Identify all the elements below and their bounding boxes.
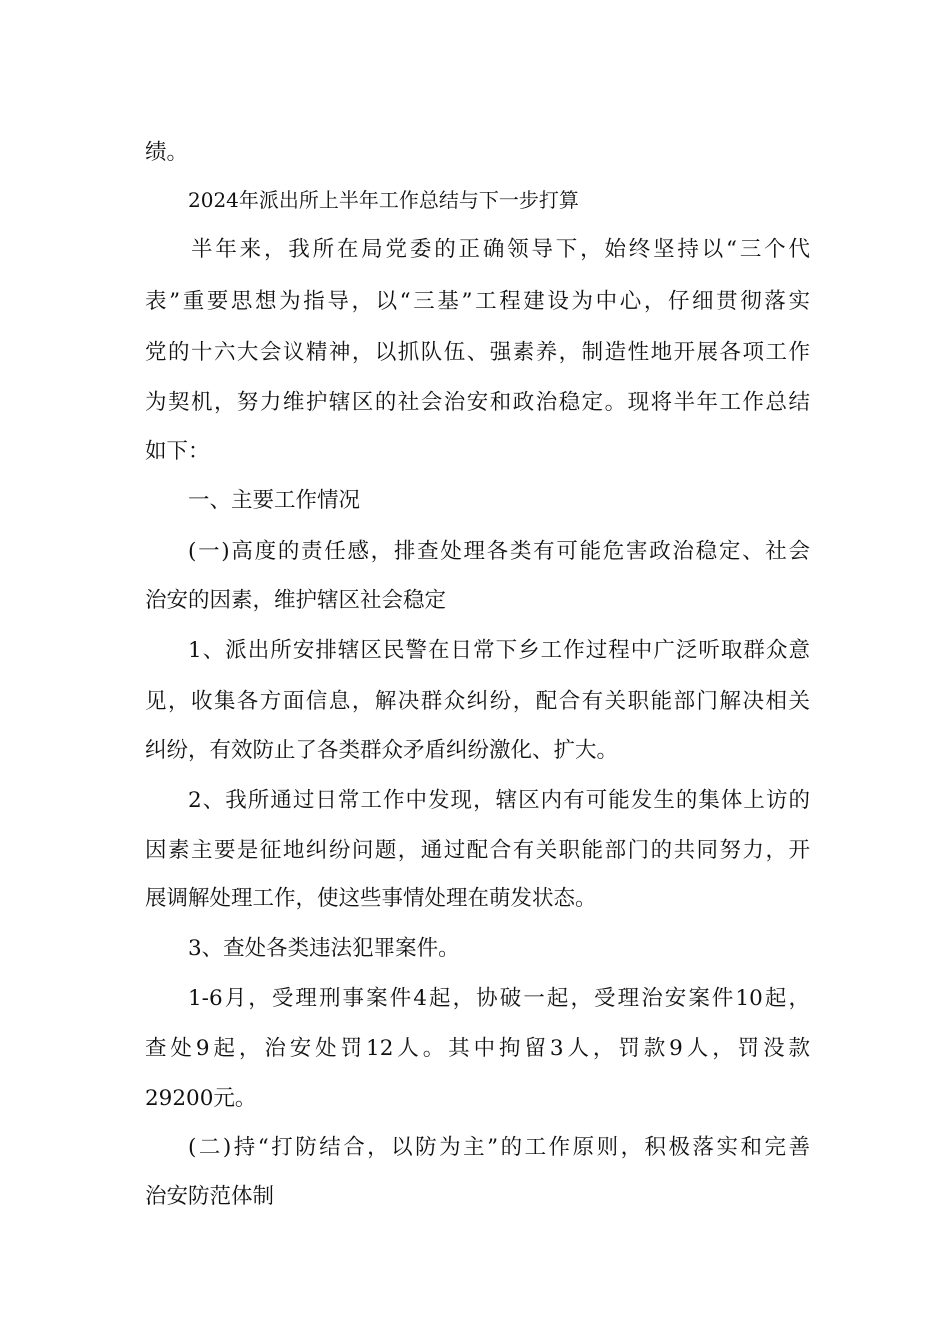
item-1-line-3: 纠纷，有效防止了各类群众矛盾纠纷激化、扩大。 bbox=[145, 738, 619, 763]
statistics-line-1: 1-6月，受理刑事案件4起，协破一起，受理治安案件10起， bbox=[188, 986, 810, 1011]
subsection-heading-2-line-2: 治安防范体制 bbox=[145, 1184, 275, 1209]
subsection-heading-1-line-1: (一)高度的责任感，排查处理各类有可能危害政治稳定、社会 bbox=[188, 539, 810, 564]
paragraph-intro-line-4: 为契机，努力维护辖区的社会治安和政治稳定。现将半年工作总结 bbox=[145, 390, 810, 415]
item-1-line-1: 1、派出所安排辖区民警在日常下乡工作过程中广泛听取群众意 bbox=[188, 638, 810, 663]
item-3-line-1: 3、查处各类违法犯罪案件。 bbox=[188, 936, 460, 961]
paragraph-intro-line-3: 党的十六大会议精神，以抓队伍、强素养，制造性地开展各项工作 bbox=[145, 340, 810, 365]
paragraph-intro-line-1: 半年来，我所在局党委的正确领导下，始终坚持以“三个代 bbox=[191, 237, 810, 262]
item-1-line-2: 见，收集各方面信息，解决群众纠纷，配合有关职能部门解决相关 bbox=[145, 689, 810, 714]
statistics-line-2: 查处9起，治安处罚12人。其中拘留3人，罚款9人，罚没款 bbox=[145, 1036, 810, 1061]
subsection-heading-2-line-1: (二)持“打防结合，以防为主”的工作原则，积极落实和完善 bbox=[188, 1135, 810, 1160]
paragraph-intro-line-5: 如下： bbox=[145, 439, 210, 464]
statistics-line-3: 29200元。 bbox=[145, 1086, 257, 1111]
section-heading-1: 一、主要工作情况 bbox=[188, 488, 361, 513]
item-2-line-2: 因素主要是征地纠纷问题，通过配合有关职能部门的共同努力，开 bbox=[145, 838, 810, 863]
paragraph-intro-line-2: 表”重要思想为指导，以“三基”工程建设为中心，仔细贯彻落实 bbox=[145, 289, 810, 314]
item-2-line-1: 2、我所通过日常工作中发现，辖区内有可能发生的集体上访的 bbox=[188, 788, 810, 813]
item-2-line-3: 展调解处理工作，使这些事情处理在萌发状态。 bbox=[145, 886, 597, 911]
document-title: 2024年派出所上半年工作总结与下一步打算 bbox=[188, 188, 579, 212]
text-line-continuation: 绩。 bbox=[145, 140, 189, 165]
subsection-heading-1-line-2: 治安的因素，维护辖区社会稳定 bbox=[145, 588, 447, 613]
